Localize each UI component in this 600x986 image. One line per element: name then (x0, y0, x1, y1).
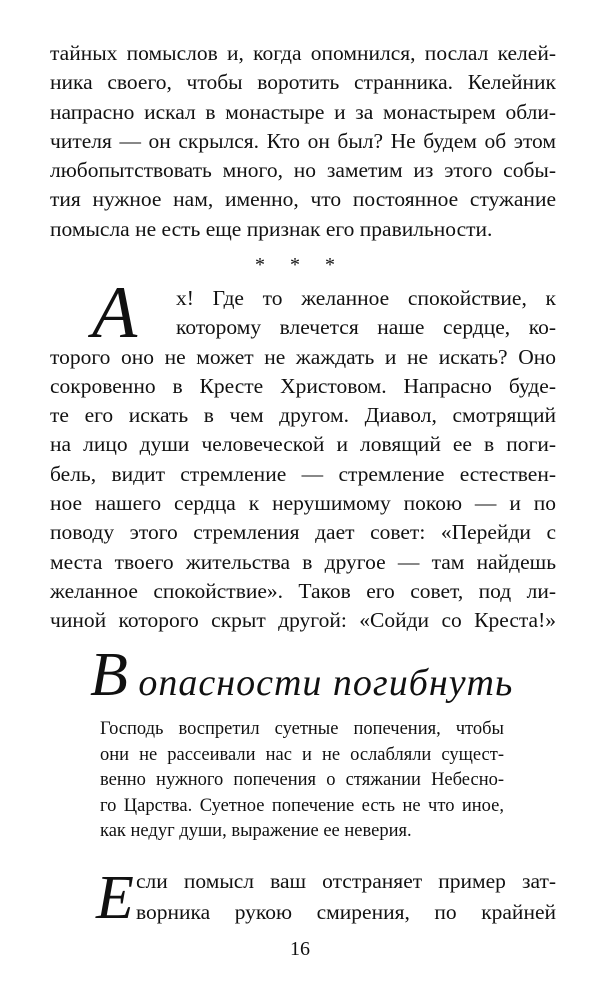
esli-paragraph (96, 864, 556, 932)
text-line: они не рассеивали нас и не ослабляли сущест- (100, 744, 504, 765)
text-line: как недуг души, выражение ее неверия. (100, 821, 412, 841)
ah-paragraph (50, 272, 556, 636)
heading-text: опасности погибнуть (127, 662, 514, 704)
text-line: ника своего, чтобы воротить странника. Келейник (50, 70, 556, 95)
text-line: те его искать в чем другом. Диавол, смотрящий (50, 403, 556, 428)
text-line: торого оно не может не жаждать и не искать? Оно (50, 344, 556, 369)
text-line: желанное спокойствие». Таков его совет, под ли- (50, 578, 556, 603)
text-line: поводу этого стремления дает совет: «Перейди с (50, 520, 556, 545)
text-line: сокровенно в Кресте Христовом. Напрасно буде- (50, 373, 556, 398)
text-line: чиной которого скрыт другой: «Сойди со Креста!» (50, 608, 556, 633)
text-line: х! Где то желанное спокойствие, к (176, 286, 556, 310)
section-separator: * * * (255, 254, 345, 276)
heading-initial: В (90, 641, 128, 709)
top-paragraph (50, 39, 556, 244)
text-line: которому влечется наше сердце, ко- (176, 315, 556, 340)
page-number: 16 (290, 938, 310, 960)
text-line: любопытствовать много, но заметим из этого собы- (50, 158, 556, 183)
text-line: Господь воспретил суетные попечения, чтобы (100, 719, 504, 739)
drop-cap: Е (96, 864, 134, 932)
text-line: ворника рукою смирения, по крайней (136, 900, 556, 924)
text-line: тайных помыслов и, когда опомнился, послал келей- (50, 41, 556, 65)
text-line: напрасно искал в монастыре и за монастырем обли- (50, 99, 556, 124)
text-line: места твоего жительства в другое — там найдешь (50, 549, 556, 574)
text-line: сли помысл ваш отстраняет пример зат- (136, 869, 556, 893)
text-line: на лицо души человеческой и ловящий ее в поги- (50, 432, 556, 457)
epigraph (100, 717, 504, 845)
drop-cap: А (92, 272, 138, 354)
text-line: тия нужное нам, именно, что постоянное стужание (50, 187, 556, 212)
text-line: помысла не есть еще признак его правильности. (50, 216, 493, 241)
text-line: венно нужного попечения о стяжании Небесно- (100, 770, 504, 790)
text-line: ное нашего сердца к нерушимому покою — и по (50, 491, 556, 516)
section-heading (90, 640, 520, 720)
text-line: бель, видит стремление — стремление естествен- (50, 461, 556, 486)
text-line: чителя — он скрылся. Кто он был? Не будем об этом (50, 128, 556, 153)
text-line: го Царства. Суетное попечение есть не что иное, (100, 795, 504, 816)
